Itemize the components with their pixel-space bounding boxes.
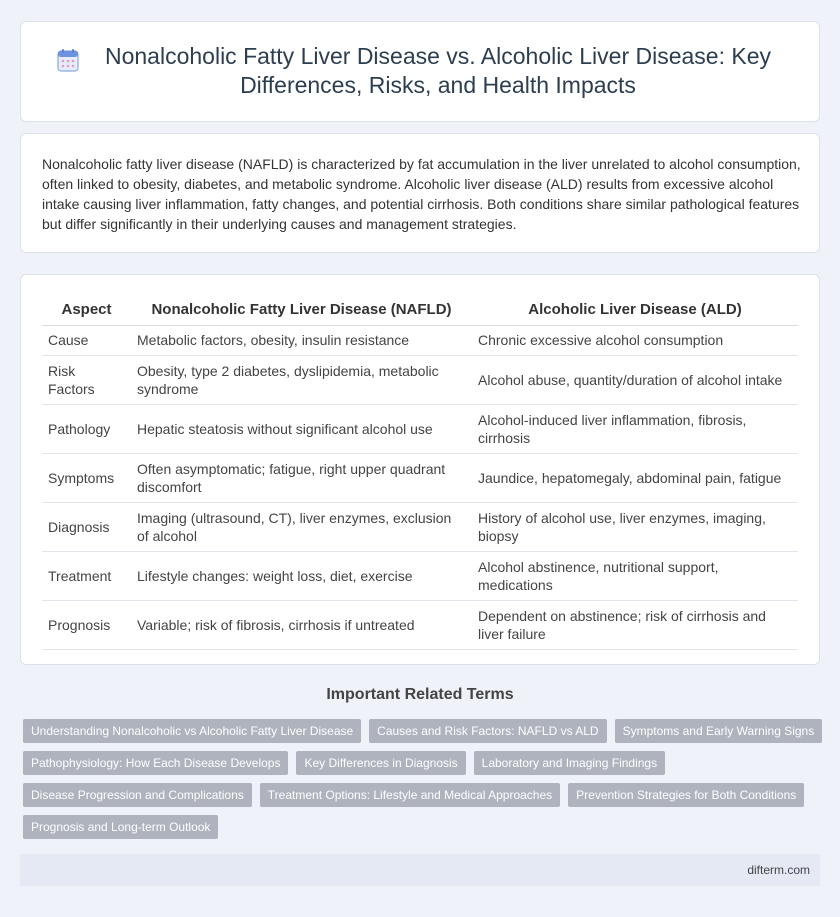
footer xyxy=(20,854,820,886)
related-term-link[interactable]: Causes and Risk Factors: NAFLD vs ALD xyxy=(369,719,606,743)
table-cell-aspect: Symptoms xyxy=(42,453,131,502)
related-term-link[interactable]: Laboratory and Imaging Findings xyxy=(474,751,665,775)
table-row xyxy=(42,502,798,551)
table-cell-aspect: Treatment xyxy=(42,551,131,600)
table-cell-nafld: Lifestyle changes: weight loss, diet, exercise xyxy=(131,551,472,600)
related-term-link[interactable]: Key Differences in Diagnosis xyxy=(296,751,465,775)
related-term-link[interactable]: Understanding Nonalcoholic vs Alcoholic Fatty Liver Disease xyxy=(23,719,361,743)
table-row xyxy=(42,355,798,404)
table-cell-aspect: Cause xyxy=(42,325,131,355)
related-term-link[interactable]: Symptoms and Early Warning Signs xyxy=(615,719,823,743)
tag-row xyxy=(23,751,823,775)
table-cell-aspect: Prognosis xyxy=(42,600,131,649)
related-terms-heading: Important Related Terms xyxy=(326,686,514,703)
related-term-link[interactable]: Pathophysiology: How Each Disease Develops xyxy=(23,751,288,775)
page-title: Nonalcoholic Fatty Liver Disease vs. Alcoholic Liver Disease: Key Differences, Risks, and Health Impacts xyxy=(104,43,771,98)
table-cell-ald: Alcohol-induced liver inflammation, fibrosis, cirrhosis xyxy=(472,404,798,453)
related-term-link[interactable]: Treatment Options: Lifestyle and Medical Approaches xyxy=(260,783,560,807)
table-cell-aspect: Risk Factors xyxy=(42,355,131,404)
title-card xyxy=(20,21,820,122)
table-header-aspect: Aspect xyxy=(42,295,131,325)
tag-row xyxy=(23,815,823,839)
table-cell-nafld: Often asymptomatic; fatigue, right upper quadrant discomfort xyxy=(131,453,472,502)
intro-card xyxy=(20,133,820,253)
table-cell-nafld: Variable; risk of fibrosis, cirrhosis if untreated xyxy=(131,600,472,649)
comparison-table xyxy=(42,295,798,650)
table-row xyxy=(42,551,798,600)
table-cell-nafld: Metabolic factors, obesity, insulin resistance xyxy=(131,325,472,355)
related-term-link[interactable]: Disease Progression and Complications xyxy=(23,783,252,807)
table-row xyxy=(42,404,798,453)
table-cell-aspect: Pathology xyxy=(42,404,131,453)
related-terms-list xyxy=(23,719,823,847)
footer-site-name: difterm.com xyxy=(747,863,810,877)
table-header-nafld: Nonalcoholic Fatty Liver Disease (NAFLD) xyxy=(131,295,472,325)
table-row xyxy=(42,600,798,649)
related-term-link[interactable]: Prognosis and Long-term Outlook xyxy=(23,815,218,839)
tag-row xyxy=(23,783,823,807)
table-cell-nafld: Imaging (ultrasound, CT), liver enzymes, exclusion of alcohol xyxy=(131,502,472,551)
tag-row xyxy=(23,719,823,743)
table-cell-ald: Dependent on abstinence; risk of cirrhosis and liver failure xyxy=(472,600,798,649)
intro-paragraph: Nonalcoholic fatty liver disease (NAFLD) is characterized by fat accumulation in the liver unrelated to alcohol consumption, often linked to obesity, diabetes, and metabolic syndrome. Alcoholic liver disease (ALD) results from excessive alcohol intake causing liver inflammation, fatty changes, and potential cirrhosis. Both conditions share similar pathological features but differ significantly in their underlying causes and management strategies. xyxy=(42,156,801,232)
table-cell-aspect: Diagnosis xyxy=(42,502,131,551)
table-header-ald: Alcoholic Liver Disease (ALD) xyxy=(472,295,798,325)
related-term-link[interactable]: Prevention Strategies for Both Conditions xyxy=(568,783,804,807)
table-cell-ald: Alcohol abuse, quantity/duration of alcohol intake xyxy=(472,355,798,404)
table-cell-nafld: Obesity, type 2 diabetes, dyslipidemia, metabolic syndrome xyxy=(131,355,472,404)
table-cell-nafld: Hepatic steatosis without significant alcohol use xyxy=(131,404,472,453)
table-cell-ald: Alcohol abstinence, nutritional support, medications xyxy=(472,551,798,600)
table-cell-ald: History of alcohol use, liver enzymes, imaging, biopsy xyxy=(472,502,798,551)
table-row xyxy=(42,453,798,502)
table-row xyxy=(42,325,798,355)
table-cell-ald: Chronic excessive alcohol consumption xyxy=(472,325,798,355)
table-cell-ald: Jaundice, hepatomegaly, abdominal pain, fatigue xyxy=(472,453,798,502)
comparison-card xyxy=(20,274,820,665)
